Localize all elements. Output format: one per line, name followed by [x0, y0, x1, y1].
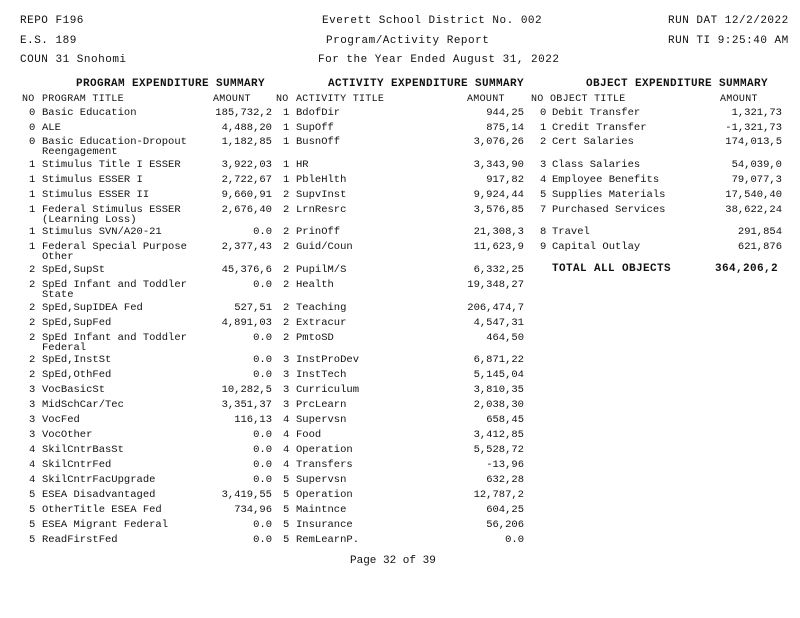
row-amount: 2,038,30: [473, 399, 524, 411]
row-number: 5: [29, 534, 36, 546]
row-title: SkilCntrBasSt: [42, 444, 124, 456]
row-title: SpEd,OthFed: [42, 369, 112, 381]
row-number: 4: [283, 444, 290, 456]
row-number: 5: [540, 189, 547, 201]
report-id: REPO F196: [20, 15, 84, 27]
row-number: 9: [540, 241, 547, 253]
object-total-amount: 364,206,2: [714, 263, 778, 275]
row-number: 3: [283, 369, 290, 381]
row-title: Cert Salaries: [552, 136, 634, 148]
row-title: Purchased Services: [552, 204, 666, 216]
row-title: Capital Outlay: [552, 241, 641, 253]
row-title: HR: [296, 159, 309, 171]
row-title: SupOff: [296, 122, 334, 134]
row-amount: 734,96: [234, 504, 272, 516]
row-amount: 12,787,2: [473, 489, 524, 501]
program-section-title: PROGRAM EXPENDITURE SUMMARY: [76, 78, 266, 90]
row-title: SpEd,InstSt: [42, 354, 112, 366]
row-title: Basic Education: [42, 107, 137, 119]
row-amount: 56,206: [486, 519, 524, 531]
row-title: SkilCntrFed: [42, 459, 112, 471]
row-number: 1: [29, 226, 36, 238]
object-title-header: OBJECT TITLE: [550, 94, 626, 105]
row-title: BusnOff: [296, 136, 341, 148]
row-amount: 45,376,6: [221, 264, 272, 276]
row-title: InstProDev: [296, 354, 360, 366]
row-amount: 3,419,55: [221, 489, 272, 501]
row-number: 1: [283, 159, 290, 171]
row-title: Curriculum: [296, 384, 360, 396]
row-number: 2: [283, 189, 290, 201]
row-number: 1: [29, 189, 36, 201]
row-amount: 19,348,27: [467, 279, 524, 291]
row-title: Employee Benefits: [552, 174, 660, 186]
row-amount: 0.0: [253, 429, 272, 441]
row-number: 5: [29, 519, 36, 531]
row-amount: 3,351,37: [221, 399, 272, 411]
row-amount: 3,343,90: [473, 159, 524, 171]
row-number: 4: [29, 444, 36, 456]
program-no-header: NO: [22, 94, 35, 105]
row-amount: 875,14: [486, 122, 524, 134]
row-number: 2: [283, 279, 290, 291]
row-amount: 604,25: [486, 504, 524, 516]
program-amount-header: AMOUNT: [213, 94, 251, 105]
row-number: 7: [540, 204, 547, 216]
row-number: 5: [29, 489, 36, 501]
row-number: 2: [29, 332, 36, 344]
row-title: Travel: [552, 226, 590, 238]
row-title: Teaching: [296, 302, 347, 314]
object-no-header: NO: [531, 94, 544, 105]
row-title: Stimulus ESSER I: [42, 174, 143, 186]
row-number: 2: [283, 204, 290, 216]
row-amount: 6,871,22: [473, 354, 524, 366]
row-title: PrcLearn: [296, 399, 347, 411]
row-title: SpEd Infant and Toddler Federal: [42, 332, 187, 354]
row-number: 2: [283, 332, 290, 344]
row-amount: 9,924,44: [473, 189, 524, 201]
row-title: OtherTitle ESEA Fed: [42, 504, 162, 516]
activity-amount-header: AMOUNT: [467, 94, 505, 105]
row-amount: 17,540,40: [725, 189, 782, 201]
row-number: 4: [29, 459, 36, 471]
row-amount: 2,722,67: [221, 174, 272, 186]
district-name: Everett School District No. 002: [322, 15, 543, 27]
row-number: 2: [283, 264, 290, 276]
row-amount: 5,145,04: [473, 369, 524, 381]
row-number: 1: [283, 122, 290, 134]
row-title: Operation: [296, 444, 353, 456]
row-title: SpEd,SupSt: [42, 264, 106, 276]
row-number: 0: [540, 107, 547, 119]
row-number: 3: [540, 159, 547, 171]
row-number: 0: [29, 136, 36, 148]
row-amount: 0.0: [253, 226, 272, 238]
row-amount: 21,308,3: [473, 226, 524, 238]
row-title: Stimulus Title I ESSER: [42, 159, 181, 171]
county-label: COUN 31 Snohomi: [20, 54, 127, 66]
row-title: Stimulus SVN/A20-21: [42, 226, 162, 238]
run-time: RUN TI 9:25:40 AM: [668, 35, 789, 47]
row-title: Stimulus ESSER II: [42, 189, 150, 201]
activity-no-header: NO: [276, 94, 289, 105]
row-title: ESEA Disadvantaged: [42, 489, 156, 501]
row-number: 2: [29, 279, 36, 291]
row-title: Health: [296, 279, 334, 291]
row-number: 2: [283, 302, 290, 314]
program-title-header: PROGRAM TITLE: [42, 94, 124, 105]
row-title: SpEd,SupFed: [42, 317, 112, 329]
row-title: Federal Stimulus ESSER (Learning Loss): [42, 204, 181, 226]
row-amount: 0.0: [253, 369, 272, 381]
row-title: SupvInst: [296, 189, 347, 201]
row-amount: -1,321,73: [725, 122, 782, 134]
row-number: 5: [29, 504, 36, 516]
row-amount: 3,076,26: [473, 136, 524, 148]
row-amount: 2,377,43: [221, 241, 272, 253]
row-number: 3: [283, 399, 290, 411]
row-number: 4: [29, 474, 36, 486]
row-number: 2: [29, 317, 36, 329]
row-amount: 464,50: [486, 332, 524, 344]
row-title: InstTech: [296, 369, 347, 381]
row-number: 3: [29, 399, 36, 411]
row-title: Maintnce: [296, 504, 347, 516]
row-amount: 54,039,0: [731, 159, 782, 171]
row-title: Basic Education-Dropout Reengagement: [42, 136, 187, 158]
row-amount: 0.0: [253, 354, 272, 366]
row-amount: 621,876: [737, 241, 782, 253]
row-title: SpEd Infant and Toddler State: [42, 279, 187, 301]
row-amount: 0.0: [253, 279, 272, 291]
row-title: SpEd,SupIDEA Fed: [42, 302, 143, 314]
row-amount: 2,676,40: [221, 204, 272, 216]
row-title: RemLearnP.: [296, 534, 360, 546]
object-amount-header: AMOUNT: [720, 94, 758, 105]
row-amount: 1,321,73: [731, 107, 782, 119]
row-number: 1: [283, 174, 290, 186]
row-title: PrinOff: [296, 226, 341, 238]
row-amount: 0.0: [253, 474, 272, 486]
report-period: For the Year Ended August 31, 2022: [318, 54, 560, 66]
activity-title-header: ACTIVITY TITLE: [296, 94, 385, 105]
row-amount: 6,332,25: [473, 264, 524, 276]
row-number: 1: [29, 174, 36, 186]
row-title: Supplies Materials: [552, 189, 666, 201]
row-title: PupilM/S: [296, 264, 347, 276]
row-number: 2: [283, 241, 290, 253]
row-title: VocOther: [42, 429, 93, 441]
row-title: Guid/Coun: [296, 241, 353, 253]
row-number: 4: [283, 429, 290, 441]
row-number: 4: [540, 174, 547, 186]
row-title: VocFed: [42, 414, 80, 426]
row-amount: 10,282,5: [221, 384, 272, 396]
row-number: 3: [283, 354, 290, 366]
row-amount: 0.0: [253, 332, 272, 344]
row-title: Insurance: [296, 519, 353, 531]
row-title: Supervsn: [296, 414, 347, 426]
row-amount: 11,623,9: [473, 241, 524, 253]
row-amount: 5,528,72: [473, 444, 524, 456]
row-number: 3: [29, 414, 36, 426]
row-title: ESEA Migrant Federal: [42, 519, 169, 531]
row-title: Operation: [296, 489, 353, 501]
row-title: LrnResrc: [296, 204, 347, 216]
row-title: PbleHlth: [296, 174, 347, 186]
row-number: 4: [283, 414, 290, 426]
es-code: E.S. 189: [20, 35, 77, 47]
row-title: Transfers: [296, 459, 353, 471]
row-title: Class Salaries: [552, 159, 641, 171]
row-amount: 658,45: [486, 414, 524, 426]
row-amount: 3,810,35: [473, 384, 524, 396]
object-section-title: OBJECT EXPENDITURE SUMMARY: [586, 78, 769, 90]
row-title: Debit Transfer: [552, 107, 641, 119]
row-amount: -13,96: [486, 459, 524, 471]
row-number: 5: [283, 504, 290, 516]
row-number: 2: [29, 302, 36, 314]
page-number: Page 32 of 39: [350, 555, 436, 567]
row-amount: 79,077,3: [731, 174, 782, 186]
row-amount: 4,891,03: [221, 317, 272, 329]
row-amount: 0.0: [253, 534, 272, 546]
row-amount: 3,576,85: [473, 204, 524, 216]
row-number: 1: [540, 122, 547, 134]
row-number: 1: [283, 136, 290, 148]
row-amount: 116,13: [234, 414, 272, 426]
row-number: 5: [283, 519, 290, 531]
row-amount: 4,488,20: [221, 122, 272, 134]
row-number: 3: [283, 384, 290, 396]
row-amount: 3,412,85: [473, 429, 524, 441]
row-number: 5: [283, 474, 290, 486]
row-number: 1: [283, 107, 290, 119]
row-title: ReadFirstFed: [42, 534, 118, 546]
row-amount: 291,854: [737, 226, 782, 238]
row-amount: 0.0: [253, 519, 272, 531]
row-title: VocBasicSt: [42, 384, 106, 396]
row-number: 0: [29, 107, 36, 119]
row-title: MidSchCar/Tec: [42, 399, 124, 411]
row-amount: 0.0: [253, 444, 272, 456]
row-amount: 174,013,5: [725, 136, 782, 148]
row-amount: 944,25: [486, 107, 524, 119]
row-amount: 3,922,03: [221, 159, 272, 171]
row-title: Food: [296, 429, 322, 441]
row-title: ALE: [42, 122, 61, 134]
row-number: 4: [283, 459, 290, 471]
report-title: Program/Activity Report: [326, 35, 490, 47]
run-date: RUN DAT 12/2/2022: [668, 15, 789, 27]
row-number: 2: [29, 264, 36, 276]
row-title: BdofDir: [296, 107, 341, 119]
row-number: 2: [283, 317, 290, 329]
row-number: 2: [29, 354, 36, 366]
row-title: SkilCntrFacUpgrade: [42, 474, 156, 486]
row-number: 5: [283, 489, 290, 501]
row-amount: 0.0: [505, 534, 524, 546]
row-number: 0: [29, 122, 36, 134]
row-amount: 527,51: [234, 302, 272, 314]
row-number: 8: [540, 226, 547, 238]
row-amount: 206,474,7: [467, 302, 524, 314]
row-title: Extracur: [296, 317, 347, 329]
row-amount: 4,547,31: [473, 317, 524, 329]
row-number: 2: [283, 226, 290, 238]
row-number: 3: [29, 384, 36, 396]
row-amount: 185,732,2: [215, 107, 272, 119]
row-number: 2: [29, 369, 36, 381]
row-amount: 917,82: [486, 174, 524, 186]
row-number: 2: [540, 136, 547, 148]
row-number: 1: [29, 241, 36, 253]
row-number: 3: [29, 429, 36, 441]
row-title: Credit Transfer: [552, 122, 647, 134]
row-amount: 632,28: [486, 474, 524, 486]
row-amount: 38,622,24: [725, 204, 782, 216]
row-title: PmtoSD: [296, 332, 334, 344]
object-total-label: TOTAL ALL OBJECTS: [552, 263, 672, 275]
row-amount: 0.0: [253, 459, 272, 471]
row-number: 1: [29, 204, 36, 216]
row-number: 1: [29, 159, 36, 171]
activity-section-title: ACTIVITY EXPENDITURE SUMMARY: [328, 78, 525, 90]
row-number: 5: [283, 534, 290, 546]
row-amount: 1,182,85: [221, 136, 272, 148]
row-title: Federal Special Purpose Other: [42, 241, 187, 263]
row-title: Supervsn: [296, 474, 347, 486]
row-amount: 9,660,91: [221, 189, 272, 201]
